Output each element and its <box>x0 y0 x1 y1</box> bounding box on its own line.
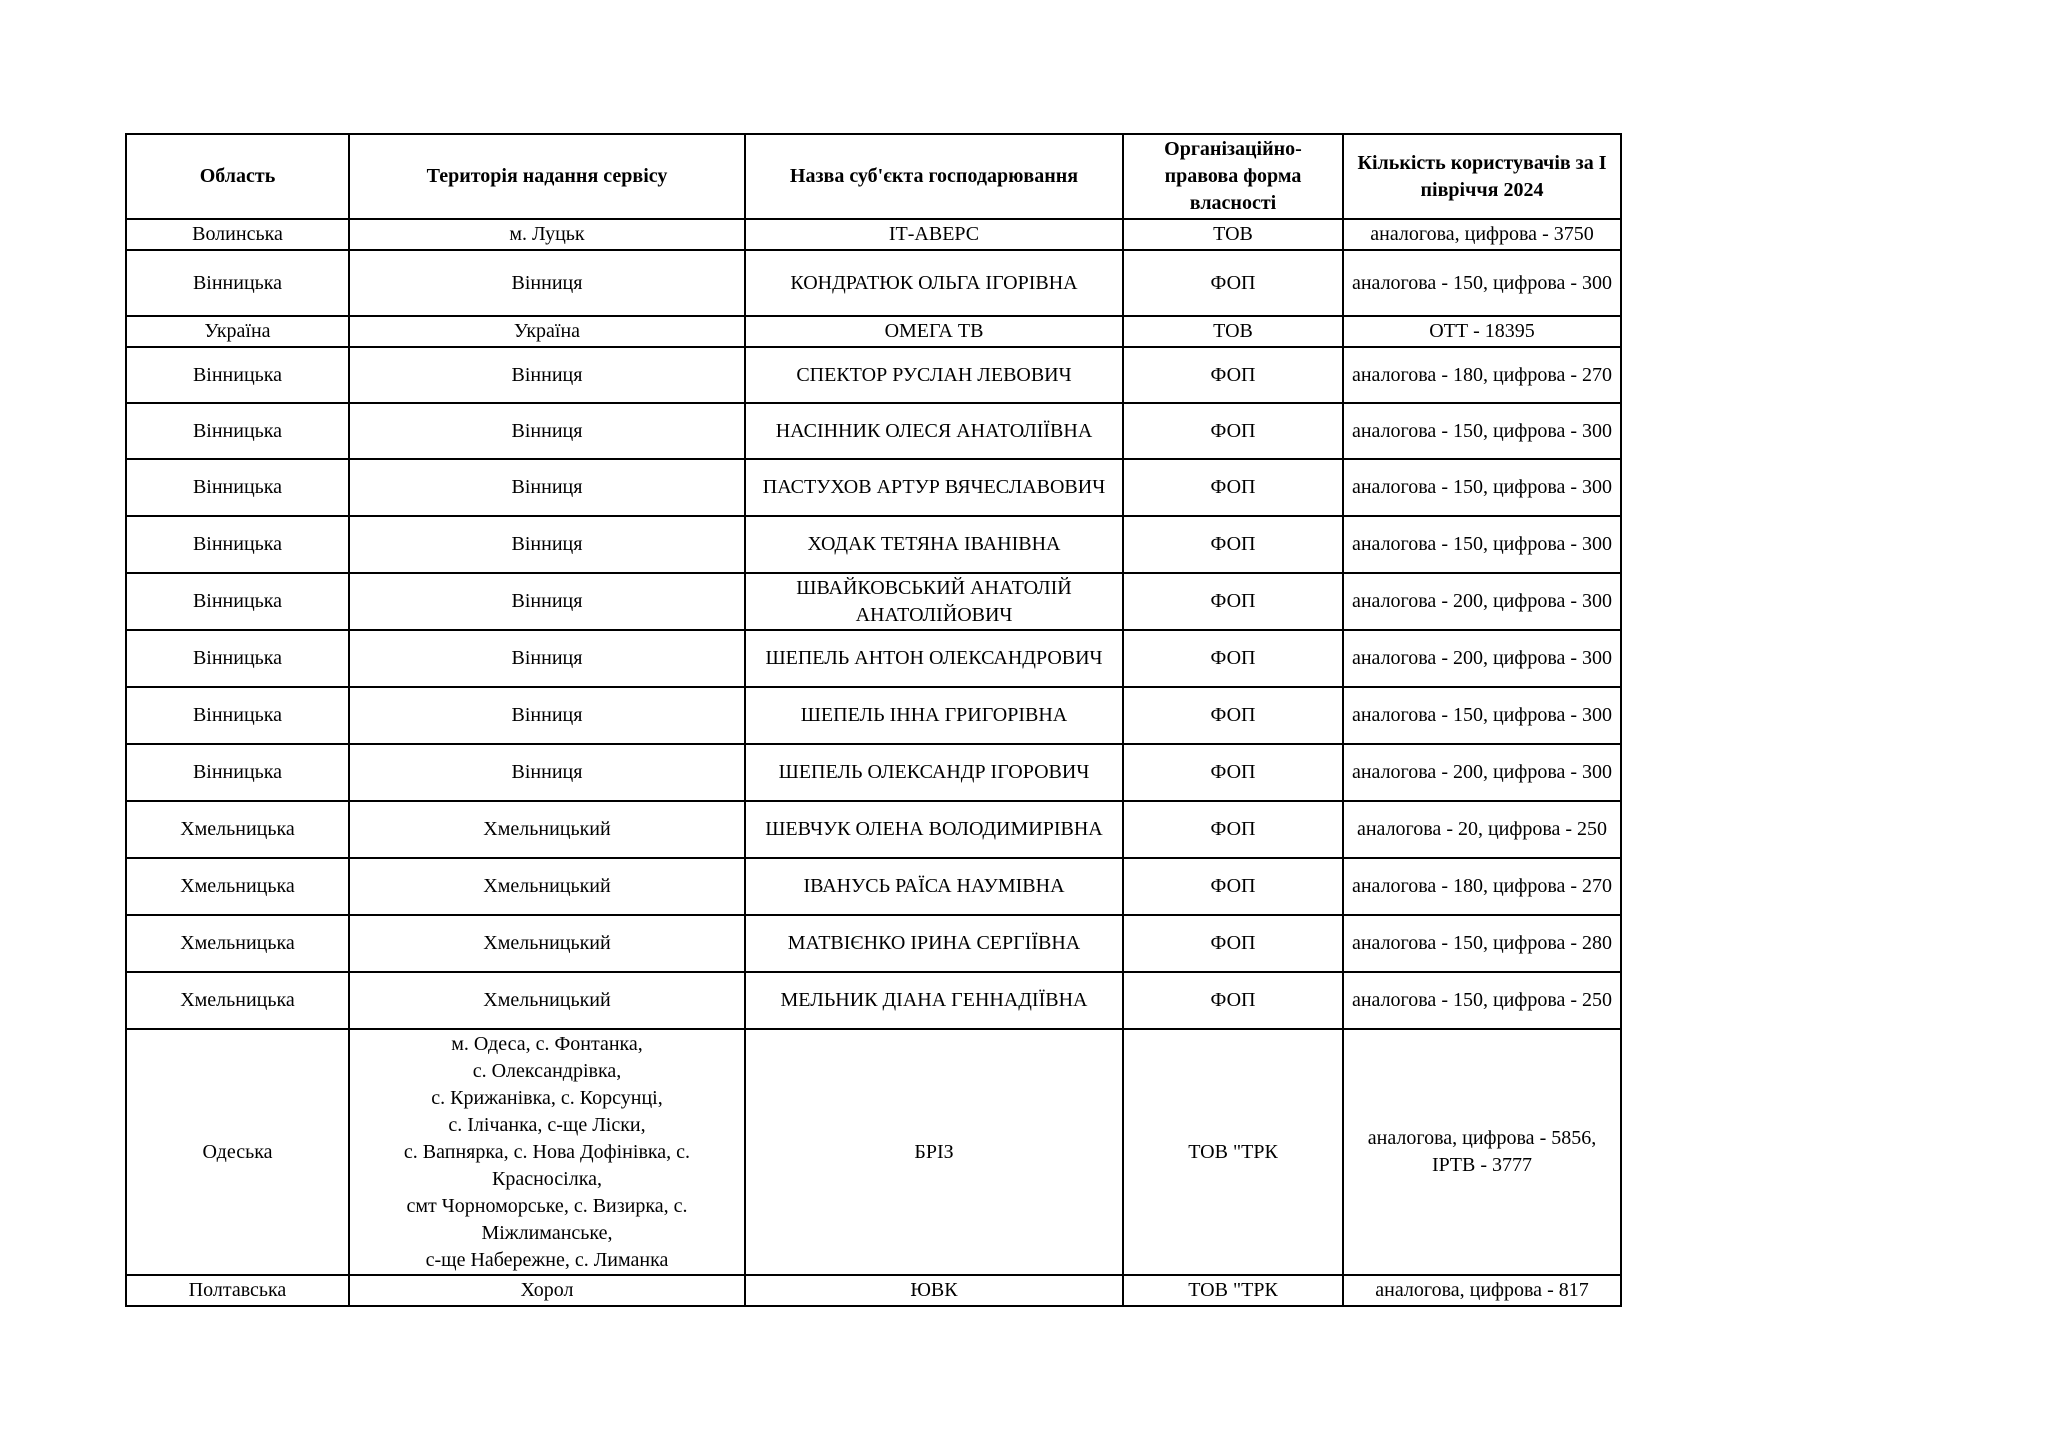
cell-region: Вінницька <box>126 687 349 744</box>
table-row <box>126 516 1621 573</box>
cell-legal-form: ФОП <box>1123 459 1343 516</box>
table-row <box>126 687 1621 744</box>
cell-legal-form: ФОП <box>1123 687 1343 744</box>
cell-legal-form: ФОП <box>1123 744 1343 801</box>
cell-territory: Хмельницький <box>349 858 745 915</box>
cell-user-count: аналогова, цифрова - 3750 <box>1343 219 1621 250</box>
cell-region: Вінницька <box>126 516 349 573</box>
cell-territory: Хорол <box>349 1275 745 1306</box>
cell-legal-form: ФОП <box>1123 347 1343 403</box>
table-row <box>126 250 1621 316</box>
cell-region: Хмельницька <box>126 972 349 1029</box>
table-row <box>126 1029 1621 1275</box>
cell-territory: Хмельницький <box>349 801 745 858</box>
cell-entity-name: ЮВК <box>745 1275 1123 1306</box>
table-row <box>126 1275 1621 1306</box>
header-entity-name: Назва суб'єкта господарювання <box>745 134 1123 219</box>
cell-region: Вінницька <box>126 250 349 316</box>
cell-region: Україна <box>126 316 349 347</box>
cell-territory: Україна <box>349 316 745 347</box>
cell-territory: Вінниця <box>349 250 745 316</box>
table-row <box>126 858 1621 915</box>
cell-region: Вінницька <box>126 459 349 516</box>
header-row <box>126 134 1621 219</box>
cell-legal-form: ФОП <box>1123 250 1343 316</box>
cell-legal-form: ФОП <box>1123 630 1343 687</box>
cell-region: Хмельницька <box>126 858 349 915</box>
providers-table <box>125 133 1622 1307</box>
cell-entity-name: ІВАНУСЬ РАЇСА НАУМІВНА <box>745 858 1123 915</box>
cell-legal-form: ФОП <box>1123 915 1343 972</box>
table-header <box>126 134 1621 219</box>
cell-user-count: ОТТ - 18395 <box>1343 316 1621 347</box>
cell-entity-name: БРІЗ <box>745 1029 1123 1275</box>
cell-region: Вінницька <box>126 403 349 459</box>
cell-territory: Вінниця <box>349 687 745 744</box>
cell-territory: Вінниця <box>349 459 745 516</box>
cell-legal-form: ФОП <box>1123 403 1343 459</box>
header-legal-form: Організаційно-правова форма власності <box>1123 134 1343 219</box>
cell-user-count: аналогова, цифрова - 5856, IPTB - 3777 <box>1343 1029 1621 1275</box>
cell-user-count: аналогова - 150, цифрова - 300 <box>1343 403 1621 459</box>
cell-territory: Вінниця <box>349 403 745 459</box>
cell-entity-name: ХОДАК ТЕТЯНА ІВАНІВНА <box>745 516 1123 573</box>
cell-territory: Вінниця <box>349 516 745 573</box>
cell-territory: м. Одеса, с. Фонтанка, с. Олександрівка, с. Крижанівка, с. Корсунці, с. Ілічанка, с-ще Ліски, с. Вапнярка, с. Нова Дофінівка, с. Красносілка, смт Чорноморське, с. Визирка, с. Міжлиманське, с-ще Набережне, с. Лиманка <box>349 1029 745 1275</box>
header-region: Область <box>126 134 349 219</box>
cell-user-count: аналогова - 180, цифрова - 270 <box>1343 858 1621 915</box>
cell-region: Вінницька <box>126 744 349 801</box>
cell-region: Хмельницька <box>126 915 349 972</box>
cell-territory: Вінниця <box>349 573 745 630</box>
cell-legal-form: ФОП <box>1123 858 1343 915</box>
table-row <box>126 573 1621 630</box>
cell-region: Полтавська <box>126 1275 349 1306</box>
cell-user-count: аналогова - 150, цифрова - 300 <box>1343 250 1621 316</box>
cell-entity-name: МАТВІЄНКО ІРИНА СЕРГІЇВНА <box>745 915 1123 972</box>
cell-legal-form: ФОП <box>1123 573 1343 630</box>
cell-entity-name: ІТ-АВЕРС <box>745 219 1123 250</box>
cell-entity-name: ШЕПЕЛЬ ІННА ГРИГОРІВНА <box>745 687 1123 744</box>
table-row <box>126 972 1621 1029</box>
cell-entity-name: ШВАЙКОВСЬКИЙ АНАТОЛІЙ АНАТОЛІЙОВИЧ <box>745 573 1123 630</box>
cell-territory: м. Луцьк <box>349 219 745 250</box>
cell-legal-form: ТОВ "ТРК <box>1123 1275 1343 1306</box>
table-row <box>126 316 1621 347</box>
table-row <box>126 915 1621 972</box>
cell-region: Вінницька <box>126 573 349 630</box>
cell-territory: Хмельницький <box>349 915 745 972</box>
cell-territory: Вінниця <box>349 630 745 687</box>
cell-territory: Вінниця <box>349 744 745 801</box>
cell-user-count: аналогова - 200, цифрова - 300 <box>1343 630 1621 687</box>
cell-region: Вінницька <box>126 630 349 687</box>
cell-legal-form: ТОВ <box>1123 219 1343 250</box>
table-row <box>126 630 1621 687</box>
table-row <box>126 403 1621 459</box>
cell-entity-name: ШЕВЧУК ОЛЕНА ВОЛОДИМИРІВНА <box>745 801 1123 858</box>
table-row <box>126 744 1621 801</box>
table-row <box>126 219 1621 250</box>
header-service-territory: Територія надання сервісу <box>349 134 745 219</box>
cell-entity-name: ПАСТУХОВ АРТУР ВЯЧЕСЛАВОВИЧ <box>745 459 1123 516</box>
cell-entity-name: ШЕПЕЛЬ АНТОН ОЛЕКСАНДРОВИЧ <box>745 630 1123 687</box>
cell-user-count: аналогова - 200, цифрова - 300 <box>1343 744 1621 801</box>
cell-region: Одеська <box>126 1029 349 1275</box>
cell-legal-form: ФОП <box>1123 516 1343 573</box>
table-row <box>126 801 1621 858</box>
cell-legal-form: ТОВ "ТРК <box>1123 1029 1343 1275</box>
cell-region: Хмельницька <box>126 801 349 858</box>
cell-user-count: аналогова - 150, цифрова - 300 <box>1343 687 1621 744</box>
cell-legal-form: ФОП <box>1123 801 1343 858</box>
header-user-count: Кількість користувачів за I півріччя 2024 <box>1343 134 1621 219</box>
cell-entity-name: СПЕКТОР РУСЛАН ЛЕВОВИЧ <box>745 347 1123 403</box>
cell-entity-name: КОНДРАТЮК ОЛЬГА ІГОРІВНА <box>745 250 1123 316</box>
table-row <box>126 347 1621 403</box>
cell-user-count: аналогова - 20, цифрова - 250 <box>1343 801 1621 858</box>
cell-entity-name: НАСІННИК ОЛЕСЯ АНАТОЛІЇВНА <box>745 403 1123 459</box>
table-row <box>126 459 1621 516</box>
table-body <box>126 219 1621 1306</box>
cell-user-count: аналогова - 150, цифрова - 300 <box>1343 459 1621 516</box>
cell-user-count: аналогова - 150, цифрова - 250 <box>1343 972 1621 1029</box>
cell-legal-form: ФОП <box>1123 972 1343 1029</box>
cell-user-count: аналогова - 150, цифрова - 280 <box>1343 915 1621 972</box>
cell-entity-name: ШЕПЕЛЬ ОЛЕКСАНДР ІГОРОВИЧ <box>745 744 1123 801</box>
cell-region: Вінницька <box>126 347 349 403</box>
cell-user-count: аналогова - 200, цифрова - 300 <box>1343 573 1621 630</box>
cell-legal-form: ТОВ <box>1123 316 1343 347</box>
cell-user-count: аналогова - 180, цифрова - 270 <box>1343 347 1621 403</box>
cell-territory: Хмельницький <box>349 972 745 1029</box>
cell-entity-name: ОМЕГА ТВ <box>745 316 1123 347</box>
cell-territory: Вінниця <box>349 347 745 403</box>
cell-entity-name: МЕЛЬНИК ДІАНА ГЕННАДІЇВНА <box>745 972 1123 1029</box>
cell-region: Волинська <box>126 219 349 250</box>
cell-user-count: аналогова, цифрова - 817 <box>1343 1275 1621 1306</box>
cell-user-count: аналогова - 150, цифрова - 300 <box>1343 516 1621 573</box>
